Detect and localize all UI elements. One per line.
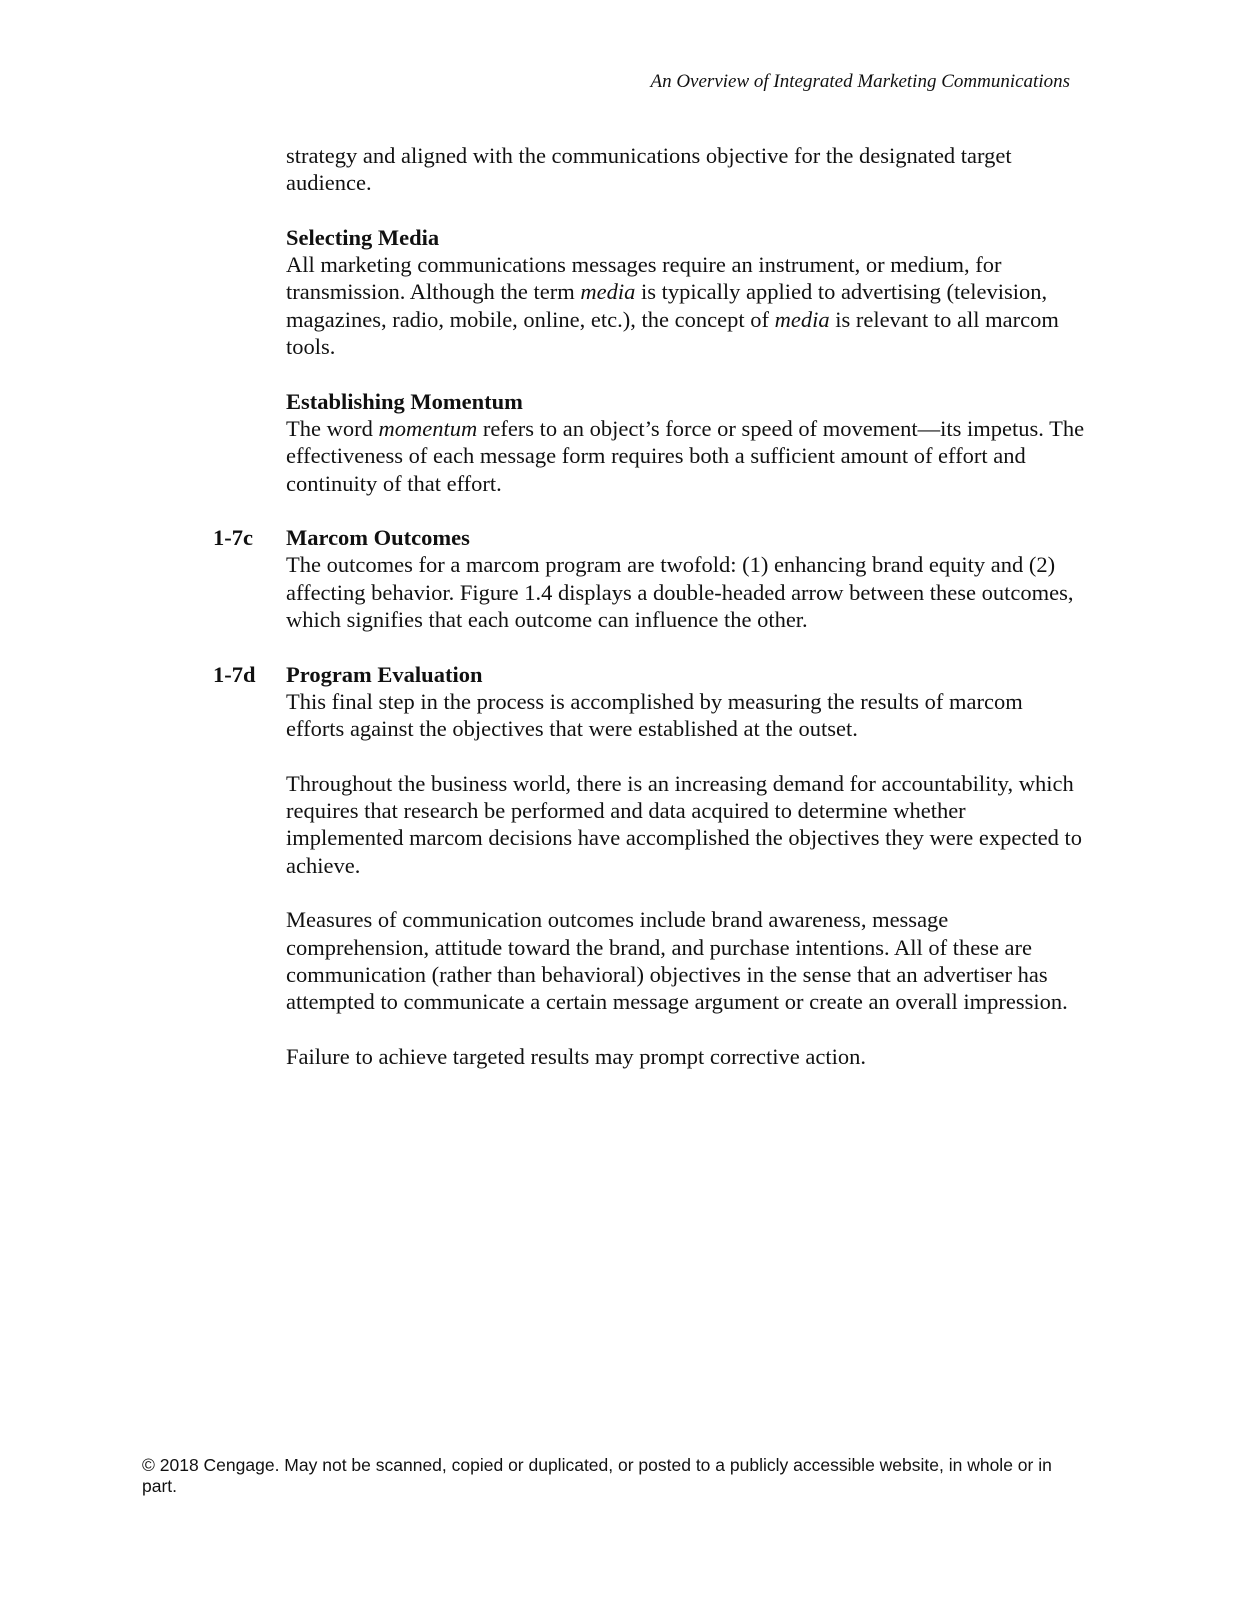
program-evaluation-section-number: 1-7d — [213, 661, 256, 687]
marcom-outcomes-section-number: 1-7c — [213, 525, 253, 551]
intro-paragraph: strategy and aligned with the communications objective for the designated target audience. — [286, 143, 1012, 196]
section-selecting-media — [286, 224, 1086, 360]
running-header: An Overview of Integrated Marketing Communications — [650, 71, 1070, 92]
marcom-outcomes-paragraph: The outcomes for a marcom program are twofold: (1) enhancing brand equity and (2) affecting behavior. Figure 1.4 displays a double-headed arrow between these outcomes, which signifies that each outcome can influence the other. — [286, 552, 1074, 633]
selecting-media-text-1: All marketing communications messages require an instrument, or medium, for transmission. Although the term — [286, 252, 1002, 305]
section-marcom-outcomes — [213, 524, 1086, 633]
selecting-media-emphasis-1: media — [580, 279, 636, 305]
section-establishing-momentum — [286, 388, 1086, 497]
selecting-media-paragraph — [286, 251, 1086, 360]
selecting-media-emphasis-2: media — [774, 306, 830, 332]
selecting-media-text-3: is relevant to all marcom tools. — [286, 306, 1059, 360]
selecting-media-text-2: is typically applied to advertising (television, magazines, radio, mobile, online, etc.), the concept of — [286, 279, 1048, 332]
copyright-footer: © 2018 Cengage. May not be scanned, copied or duplicated, or posted to a publicly accessible website, in whole or in part. — [142, 1455, 1052, 1496]
selecting-media-heading: Selecting Media — [286, 224, 440, 250]
program-evaluation-paragraph-3: Measures of communication outcomes include brand awareness, message comprehension, attitude toward the brand, and purchase intentions. All of these are communication (rather than behavioral) objectives in the sense that an advertiser has attempted to communicate a certain message argument or create an overall impression. — [286, 907, 1068, 1015]
program-evaluation-paragraph-1: This final step in the process is accomplished by measuring the results of marcom efforts against the objectives that were established at the outset. — [286, 688, 1023, 742]
establishing-momentum-paragraph — [286, 415, 1086, 497]
establishing-momentum-text-1: The word — [286, 415, 379, 441]
establishing-momentum-emphasis: momentum — [378, 415, 478, 441]
section-program-evaluation — [213, 661, 1086, 1070]
program-evaluation-heading: Program Evaluation — [286, 661, 483, 687]
establishing-momentum-text-2: refers to an object’s force or speed of movement—its impetus. The effectiveness of each message form requires both a sufficient amount of effort and continuity of that effort. — [286, 415, 1085, 496]
program-evaluation-paragraph-4: Failure to achieve targeted results may prompt corrective action. — [286, 1043, 866, 1069]
page-body — [213, 142, 1086, 1070]
establishing-momentum-heading: Establishing Momentum — [286, 388, 523, 414]
program-evaluation-paragraph-2: Throughout the business world, there is an increasing demand for accountability, which requires that research be performed and data acquired to determine whether implemented marcom decisions have accomplished the objectives they were expected to achieve. — [286, 770, 1082, 878]
marcom-outcomes-heading: Marcom Outcomes — [286, 525, 470, 551]
